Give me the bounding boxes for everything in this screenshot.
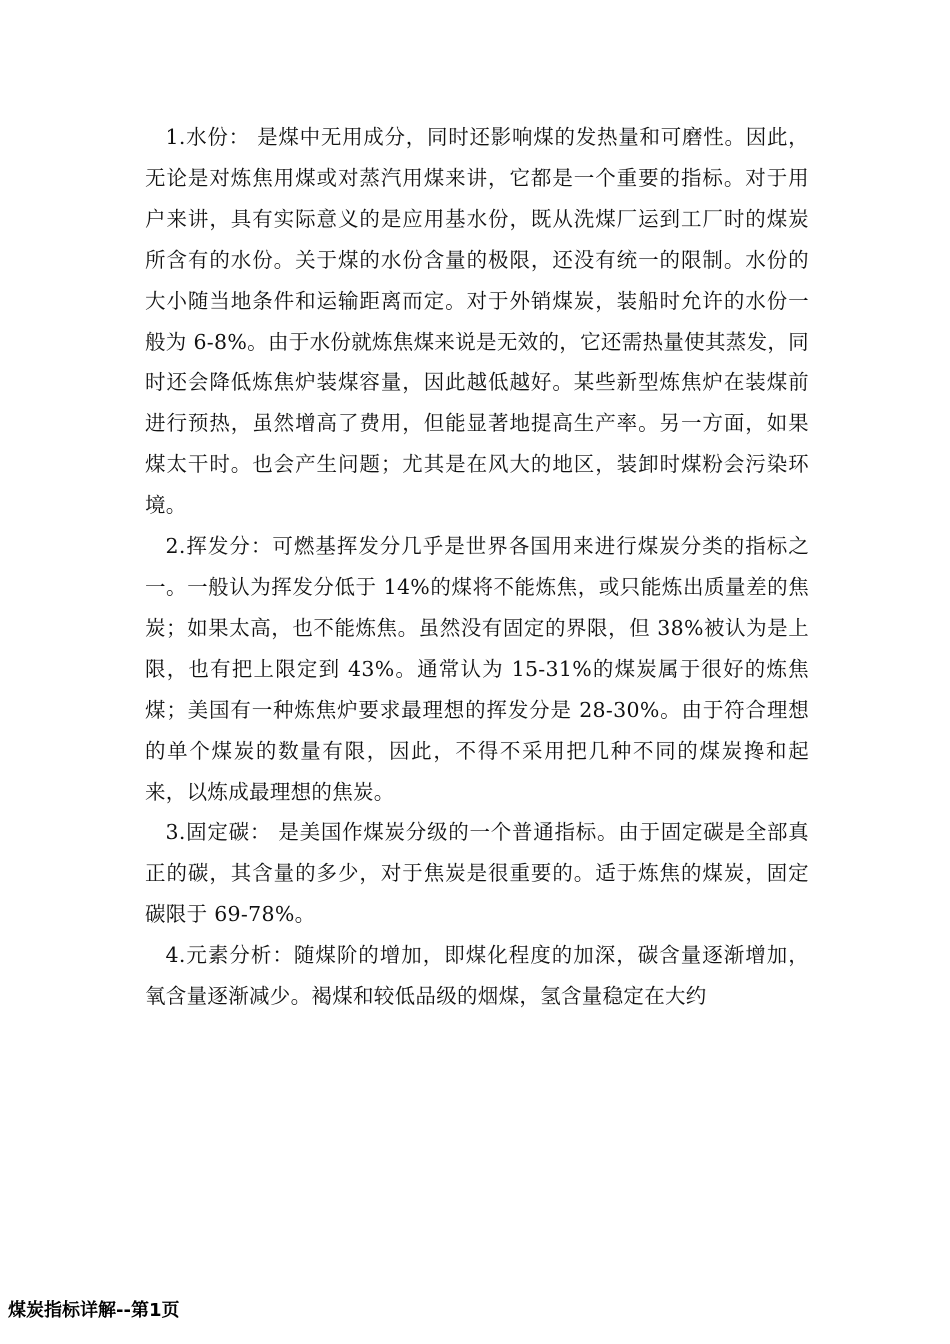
- document-body: [145, 117, 809, 1017]
- paragraph-fixed-carbon: 3.固定碳： 是美国作煤炭分级的一个普通指标。由于固定碳是全部真正的碳，其含量的多少，对于焦炭是很重要的。适于炼焦的煤炭，固定碳限于 69-78%。: [145, 820, 809, 927]
- paragraph-volatile-matter: 2.挥发分：可燃基挥发分几乎是世界各国用来进行煤炭分类的指标之一。一般认为挥发分低于 14%的煤将不能炼焦，或只能炼出质量差的焦炭；如果太高，也不能炼焦。虽然没有固定的界限，但 38%被认为是上限，也有把上限定到 43%。通常认为 15-31%的煤炭属于很好的炼焦煤；美国有一种炼焦炉要求最理想的挥发分是 28-30%。由于符合理想的单个煤炭的数量有限，因此，不得不采用把几种不同的煤炭搀和起来，以炼成最理想的焦炭。: [145, 534, 809, 804]
- paragraph-moisture: 1.水份： 是煤中无用成分，同时还影响煤的发热量和可磨性。因此，无论是对炼焦用煤或对蒸汽用煤来讲，它都是一个重要的指标。对于用户来讲，具有实际意义的是应用基水份，既从洗煤厂运到工厂时的煤炭所含有的水份。关于煤的水份含量的极限，还没有统一的限制。水份的大小随当地条件和运输距离而定。对于外销煤炭，装船时允许的水份一般为 6-8%。由于水份就炼焦煤来说是无效的，它还需热量使其蒸发，同时还会降低炼焦炉装煤容量，因此越低越好。某些新型炼焦炉在装煤前进行预热，虽然增高了费用，但能显著地提高生产率。另一方面，如果煤太干时。也会产生问题；尤其是在风大的地区，装卸时煤粉会污染环境。: [145, 125, 809, 518]
- page-footer: 煤炭指标详解--第1页: [8, 1300, 180, 1321]
- paragraph-elemental-analysis: 4.元素分析：随煤阶的增加，即煤化程度的加深，碳含量逐渐增加，氧含量逐渐减少。褐煤和较低品级的烟煤，氢含量稳定在大约: [145, 943, 809, 1009]
